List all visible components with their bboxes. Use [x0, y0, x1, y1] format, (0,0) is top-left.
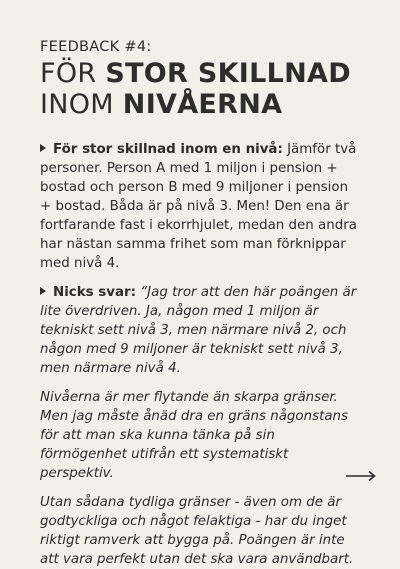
title-line-1-bold: STOR SKILLNAD: [105, 58, 351, 89]
title-line-1-light: FÖR: [40, 58, 106, 89]
point-2-lead: Nicks svar:: [53, 285, 136, 300]
title-line-2: [40, 89, 360, 120]
body-text: [40, 140, 360, 569]
point-1: [40, 140, 360, 273]
paragraph-4: Utan sådana tydliga gränser - även om de är godtyckliga och något felaktiga - har du inget riktigt ramverk att bygga på. Poängen är inte att vara perfekt utan det ska vara användbart.: [40, 495, 354, 567]
arrow-right-icon[interactable]: [346, 470, 376, 482]
point-2: [40, 283, 360, 378]
title-line-2-light: INOM: [40, 89, 123, 120]
point-1-text: Jämför två personer. Person A med 1 miljon i pension + bostad och person B med 9 miljoner i pension + bostad. Båda är på nivå 3. Men! Den ena är fortfarande fast i ekorrhjulet, medan den andra har nästan samma frihet som man förknippar med nivå 4.: [40, 142, 357, 271]
paragraph-3: Nivåerna är mer flytande än skarpa gränser. Men jag måste ånäd dra en gräns någonstans för att man ska kunna tänka på sin förmögenhet utifrån ett systematiskt perspektiv.: [40, 390, 348, 481]
point-1-lead: För stor skillnad inom en nivå:: [53, 142, 283, 157]
point-2-quote: “Jag tror att den här poängen är lite överdriven. Ja, någon med 1 miljon är tekniskt sett nivå 3, men närmare nivå 2, och någon med 9 miljoner är tekniskt sett nivå 3, men närmare nivå 4.: [40, 285, 357, 376]
feedback-kicker: FEEDBACK #4:: [40, 39, 152, 55]
triangle-bullet-icon: [40, 144, 46, 152]
title-line-1: [40, 58, 360, 89]
title-line-2-bold: NIVÅERNA: [122, 89, 283, 120]
triangle-bullet-icon: [40, 287, 46, 295]
